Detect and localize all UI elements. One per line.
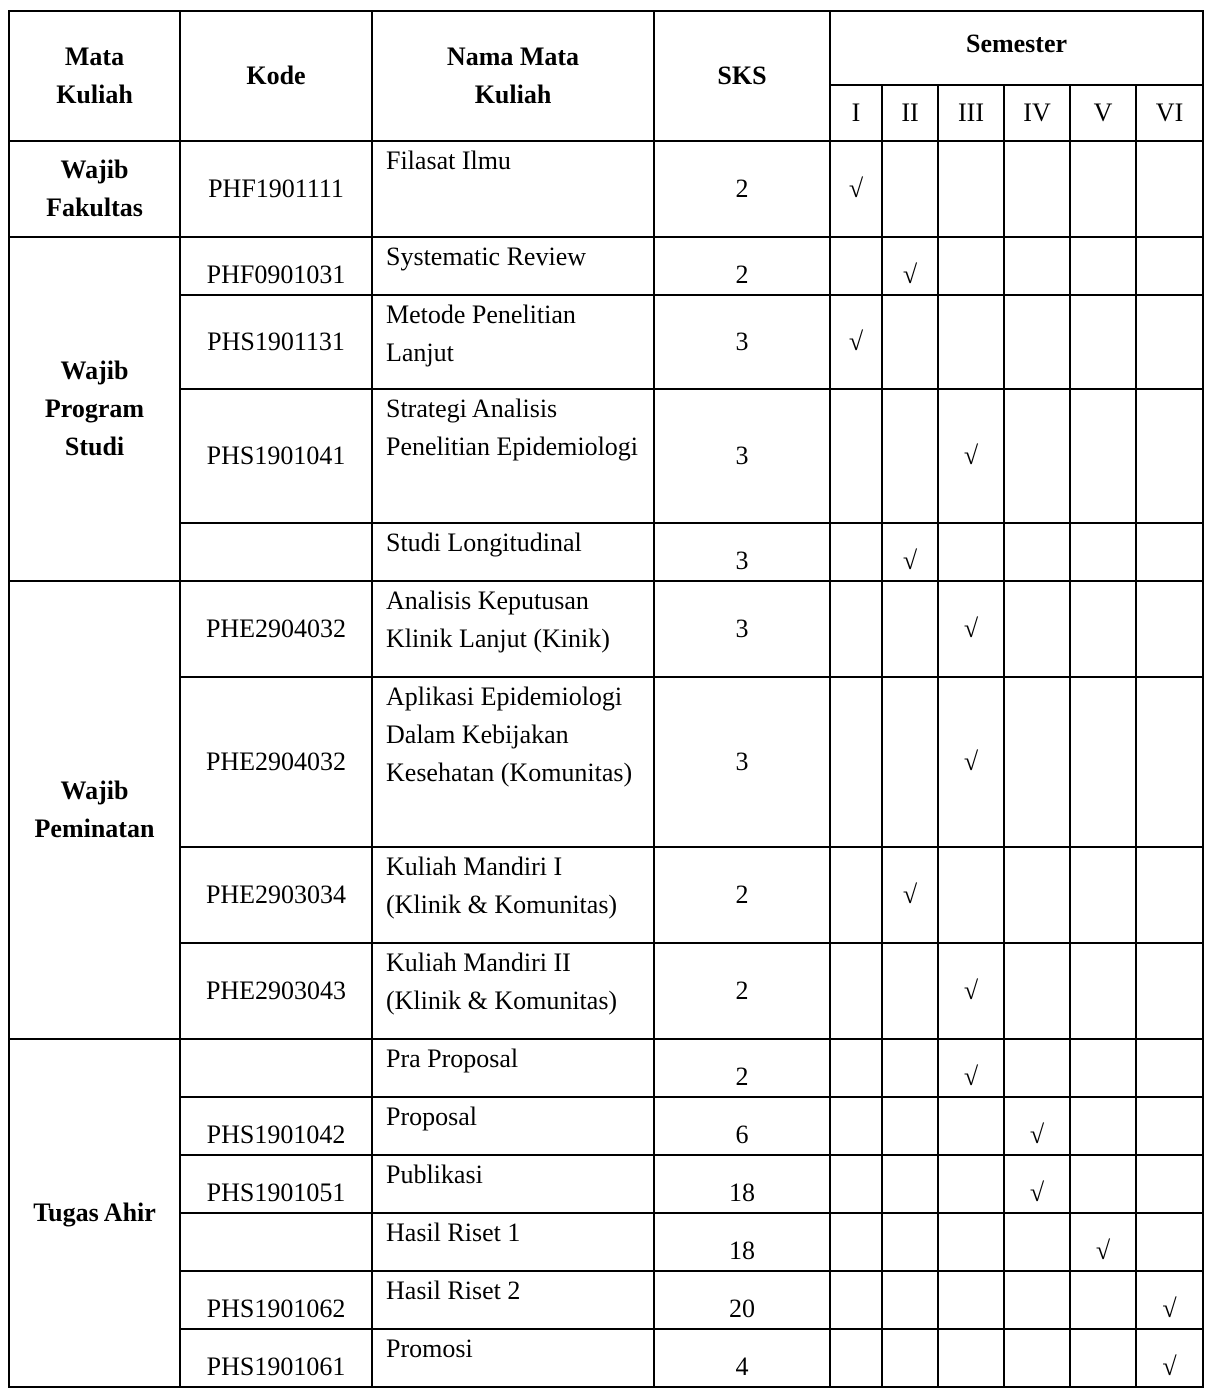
- course-code: PHS1901051: [180, 1155, 372, 1213]
- course-name: Proposal: [372, 1097, 654, 1155]
- semester-cell-v: [1070, 847, 1136, 943]
- course-code: PHF0901031: [180, 237, 372, 295]
- semester-cell-vi: [1136, 295, 1203, 389]
- table-row: [9, 677, 1203, 847]
- semester-cell-i: [830, 677, 882, 847]
- course-code: [180, 1039, 372, 1097]
- header-semester: Semester: [830, 11, 1203, 85]
- semester-cell-v: [1070, 237, 1136, 295]
- course-name: Systematic Review: [372, 237, 654, 295]
- table-row: [9, 1271, 1203, 1329]
- semester-cell-vi: [1136, 389, 1203, 523]
- course-sks: 20: [654, 1271, 830, 1329]
- check-mark-ii: √: [882, 523, 938, 581]
- semester-cell-iii: [938, 1213, 1004, 1271]
- course-name: Hasil Riset 2: [372, 1271, 654, 1329]
- semester-cell-vi: [1136, 141, 1203, 237]
- semester-cell-i: [830, 237, 882, 295]
- semester-cell-iv: [1004, 847, 1070, 943]
- table-row: [9, 295, 1203, 389]
- semester-cell-ii: [882, 943, 938, 1039]
- course-code: PHE2904032: [180, 677, 372, 847]
- course-sks: 2: [654, 847, 830, 943]
- category-label: Wajib Program Studi: [9, 237, 180, 581]
- course-code: PHS1901131: [180, 295, 372, 389]
- course-code: PHE2904032: [180, 581, 372, 677]
- check-mark-ii: √: [882, 237, 938, 295]
- course-name: Hasil Riset 1: [372, 1213, 654, 1271]
- course-sks: 6: [654, 1097, 830, 1155]
- semester-cell-i: [830, 1271, 882, 1329]
- semester-cell-v: [1070, 1097, 1136, 1155]
- semester-cell-iv: [1004, 295, 1070, 389]
- semester-cell-ii: [882, 1097, 938, 1155]
- semester-cell-v: [1070, 1271, 1136, 1329]
- course-sks: 3: [654, 295, 830, 389]
- semester-cell-ii: [882, 1329, 938, 1387]
- course-code: PHE2903034: [180, 847, 372, 943]
- semester-cell-v: [1070, 677, 1136, 847]
- header-semester-vi: VI: [1136, 85, 1203, 141]
- semester-cell-ii: [882, 389, 938, 523]
- semester-cell-iv: [1004, 1213, 1070, 1271]
- semester-cell-vi: [1136, 581, 1203, 677]
- semester-cell-v: [1070, 1039, 1136, 1097]
- semester-cell-ii: [882, 581, 938, 677]
- semester-cell-i: [830, 1213, 882, 1271]
- semester-cell-iv: [1004, 1329, 1070, 1387]
- course-code: PHS1901042: [180, 1097, 372, 1155]
- semester-cell-iii: [938, 295, 1004, 389]
- course-sks: 3: [654, 581, 830, 677]
- semester-cell-vi: [1136, 1039, 1203, 1097]
- course-sks: 3: [654, 677, 830, 847]
- semester-cell-iv: [1004, 1039, 1070, 1097]
- table-row: [9, 581, 1203, 677]
- semester-cell-ii: [882, 1039, 938, 1097]
- semester-cell-i: [830, 1329, 882, 1387]
- semester-cell-ii: [882, 677, 938, 847]
- check-mark-v: √: [1070, 1213, 1136, 1271]
- semester-cell-iv: [1004, 141, 1070, 237]
- semester-cell-v: [1070, 295, 1136, 389]
- semester-cell-vi: [1136, 943, 1203, 1039]
- semester-cell-i: [830, 389, 882, 523]
- check-mark-iii: √: [938, 389, 1004, 523]
- table-row: [9, 141, 1203, 237]
- semester-cell-i: [830, 1039, 882, 1097]
- semester-cell-vi: [1136, 1155, 1203, 1213]
- check-mark-iii: √: [938, 677, 1004, 847]
- check-mark-ii: √: [882, 847, 938, 943]
- semester-cell-vi: [1136, 847, 1203, 943]
- course-code: [180, 523, 372, 581]
- table-row: [9, 943, 1203, 1039]
- table-row: [9, 1097, 1203, 1155]
- header-semester-ii: II: [882, 85, 938, 141]
- semester-cell-iv: [1004, 389, 1070, 523]
- table-row: [9, 847, 1203, 943]
- semester-cell-ii: [882, 1155, 938, 1213]
- semester-cell-ii: [882, 295, 938, 389]
- semester-cell-vi: [1136, 237, 1203, 295]
- header-semester-i: I: [830, 85, 882, 141]
- semester-cell-v: [1070, 523, 1136, 581]
- header-semester-iv: IV: [1004, 85, 1070, 141]
- course-code: PHE2903043: [180, 943, 372, 1039]
- check-mark-iv: √: [1004, 1097, 1070, 1155]
- semester-cell-iv: [1004, 943, 1070, 1039]
- course-name: Filasat Ilmu: [372, 141, 654, 237]
- table-row: [9, 523, 1203, 581]
- course-name: Analisis Keputusan Klinik Lanjut (Kinik): [372, 581, 654, 677]
- category-label: Wajib Peminatan: [9, 581, 180, 1039]
- course-name: Aplikasi Epidemiologi Dalam Kebijakan Kesehatan (Komunitas): [372, 677, 654, 847]
- semester-cell-v: [1070, 1155, 1136, 1213]
- category-label: Wajib Fakultas: [9, 141, 180, 237]
- table-row: [9, 1155, 1203, 1213]
- semester-cell-iii: [938, 1329, 1004, 1387]
- semester-cell-ii: [882, 1213, 938, 1271]
- semester-cell-i: [830, 943, 882, 1039]
- check-mark-vi: √: [1136, 1271, 1203, 1329]
- course-code: [180, 1213, 372, 1271]
- semester-cell-v: [1070, 943, 1136, 1039]
- semester-cell-iii: [938, 847, 1004, 943]
- semester-cell-iv: [1004, 677, 1070, 847]
- semester-cell-iv: [1004, 581, 1070, 677]
- header-kode: Kode: [180, 11, 372, 141]
- check-mark-iii: √: [938, 943, 1004, 1039]
- check-mark-iii: √: [938, 1039, 1004, 1097]
- header-mata-kuliah: Mata Kuliah: [9, 11, 180, 141]
- course-name: Kuliah Mandiri II (Klinik & Komunitas): [372, 943, 654, 1039]
- semester-cell-iii: [938, 141, 1004, 237]
- check-mark-i: √: [830, 295, 882, 389]
- check-mark-iv: √: [1004, 1155, 1070, 1213]
- semester-cell-v: [1070, 1329, 1136, 1387]
- course-sks: 3: [654, 389, 830, 523]
- semester-cell-iii: [938, 1155, 1004, 1213]
- semester-cell-i: [830, 581, 882, 677]
- course-name: Studi Longitudinal: [372, 523, 654, 581]
- course-name: Publikasi: [372, 1155, 654, 1213]
- check-mark-vi: √: [1136, 1329, 1203, 1387]
- semester-cell-v: [1070, 389, 1136, 523]
- course-sks: 2: [654, 237, 830, 295]
- semester-cell-i: [830, 1097, 882, 1155]
- semester-cell-i: [830, 1155, 882, 1213]
- semester-cell-v: [1070, 581, 1136, 677]
- course-sks: 18: [654, 1155, 830, 1213]
- course-code: PHF1901111: [180, 141, 372, 237]
- semester-cell-iii: [938, 237, 1004, 295]
- semester-cell-vi: [1136, 1097, 1203, 1155]
- semester-cell-ii: [882, 141, 938, 237]
- semester-cell-iv: [1004, 1271, 1070, 1329]
- course-name: Pra Proposal: [372, 1039, 654, 1097]
- semester-cell-iv: [1004, 523, 1070, 581]
- semester-cell-iii: [938, 523, 1004, 581]
- semester-cell-vi: [1136, 523, 1203, 581]
- course-code: PHS1901062: [180, 1271, 372, 1329]
- course-sks: 3: [654, 523, 830, 581]
- check-mark-i: √: [830, 141, 882, 237]
- table-row: [9, 1039, 1203, 1097]
- semester-cell-i: [830, 523, 882, 581]
- table-row: [9, 389, 1203, 523]
- semester-cell-vi: [1136, 677, 1203, 847]
- course-table: [8, 10, 1204, 1388]
- semester-cell-iv: [1004, 237, 1070, 295]
- course-sks: 18: [654, 1213, 830, 1271]
- semester-cell-i: [830, 847, 882, 943]
- course-name: Promosi: [372, 1329, 654, 1387]
- check-mark-iii: √: [938, 581, 1004, 677]
- table-row: [9, 1213, 1203, 1271]
- category-label: Tugas Ahir: [9, 1039, 180, 1387]
- course-sks: 4: [654, 1329, 830, 1387]
- table-row: [9, 1329, 1203, 1387]
- course-sks: 2: [654, 1039, 830, 1097]
- course-name: Metode Penelitian Lanjut: [372, 295, 654, 389]
- table-row: [9, 237, 1203, 295]
- header-semester-iii: III: [938, 85, 1004, 141]
- course-name: Kuliah Mandiri I (Klinik & Komunitas): [372, 847, 654, 943]
- course-sks: 2: [654, 943, 830, 1039]
- semester-cell-ii: [882, 1271, 938, 1329]
- semester-cell-v: [1070, 141, 1136, 237]
- semester-cell-iii: [938, 1097, 1004, 1155]
- header-sks: SKS: [654, 11, 830, 141]
- header-nama-mata-kuliah: Nama Mata Kuliah: [372, 11, 654, 141]
- semester-cell-iii: [938, 1271, 1004, 1329]
- header-semester-v: V: [1070, 85, 1136, 141]
- course-name: Strategi Analisis Penelitian Epidemiologi: [372, 389, 654, 523]
- course-code: PHS1901061: [180, 1329, 372, 1387]
- course-code: PHS1901041: [180, 389, 372, 523]
- course-sks: 2: [654, 141, 830, 237]
- semester-cell-vi: [1136, 1213, 1203, 1271]
